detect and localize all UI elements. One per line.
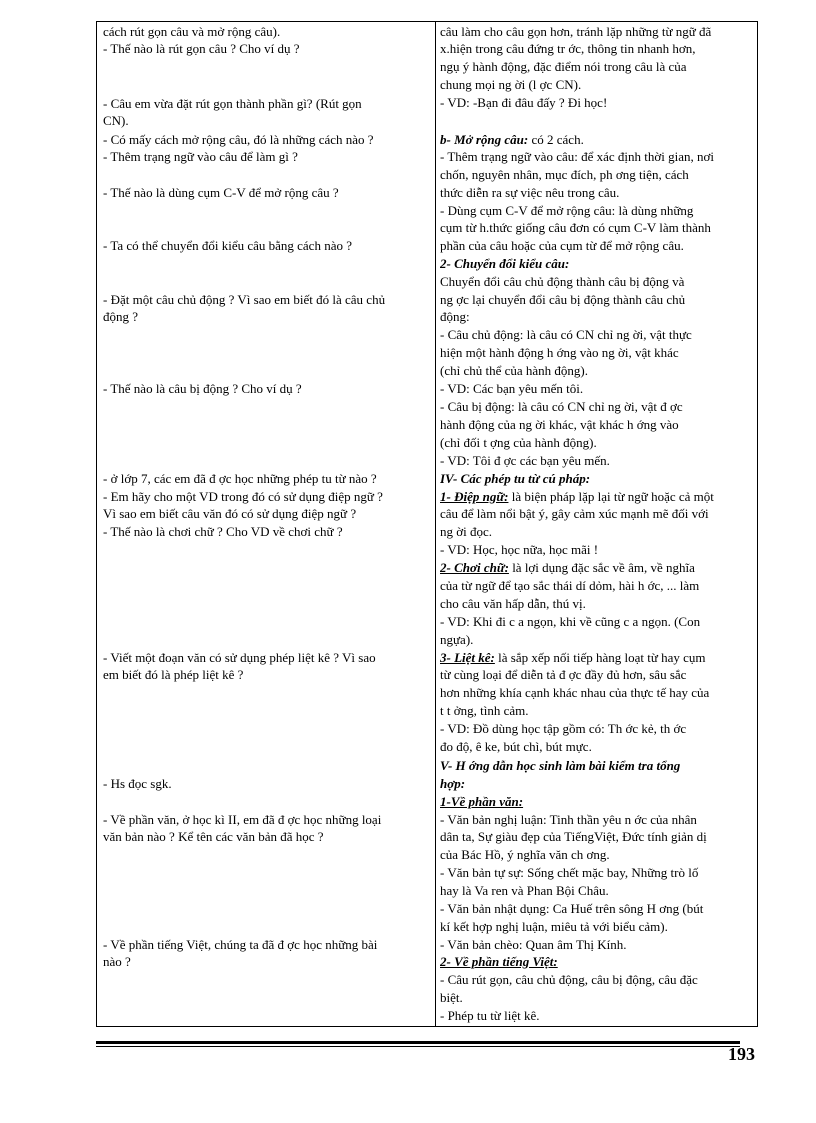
- answer-line: - VD: -Bạn đi đâu đấy ? Đi học!: [440, 95, 608, 110]
- answer-line: - Văn bản tự sự: Sống chết mặc bay, Những trò lố: [440, 865, 699, 880]
- answer-line: dân ta, Sự giàu đẹp của TiếngViệt, Đức tính giản dị: [440, 829, 707, 844]
- answer-line: hành động của ng ời khác, vật khác h ớng vào: [440, 417, 679, 432]
- question-line: - Về phần văn, ở học kì II, em đã đ ợc học những loại: [103, 812, 382, 827]
- answer-line: (chỉ đối t ợng của hành động).: [440, 435, 597, 450]
- answer-line: phần của câu hoặc của cụm từ để mở rộng câu.: [440, 238, 684, 253]
- answer-line: ng ời đọc.: [440, 524, 493, 539]
- section-heading: 1-Về phần văn:: [440, 794, 524, 809]
- answer-line: ngựa).: [440, 632, 474, 647]
- answer-line: x.hiện trong câu đứng tr ớc, thông tin nhanh hơn,: [440, 41, 696, 56]
- answer-line: ngụ ý hành động, đặc điểm nói trong câu là của: [440, 59, 687, 74]
- question-line: em biết đó là phép liệt kê ?: [103, 667, 244, 682]
- section-heading: 2- Chuyển đổi kiểu câu:: [440, 256, 570, 271]
- answer-line: hiện một hành động h ớng vào ng ời, vật khác: [440, 345, 679, 360]
- page-number: 193: [728, 1044, 755, 1064]
- answer-line: đo độ, ê ke, bút chì, bút mực.: [440, 739, 592, 754]
- answer-text: là lợi dụng đặc sắc về âm, về nghĩa: [508, 560, 695, 575]
- answer-line: - Thêm trạng ngữ vào câu: để xác định thời gian, nơi: [440, 149, 714, 164]
- answer-line: [440, 649, 750, 666]
- question-line: - Ta có thể chuyển đổi kiểu câu bằng cách nào ?: [103, 238, 352, 253]
- answer-line: chốn, nguyên nhân, mục đích, ph ơng tiện, cách: [440, 167, 689, 182]
- answer-line: chung mọi ng ời (l ợc CN).: [440, 77, 582, 92]
- question-line: - Câu em vừa đặt rút gọn thành phần gì? (Rút gọn: [103, 96, 362, 111]
- answer-text: là sắp xếp nối tiếp hàng loạt từ hay cụm: [494, 650, 706, 665]
- answer-line: câu làm cho câu gọn hơn, tránh lặp những từ ngữ đã: [440, 24, 712, 39]
- answer-line: từ cùng loại để diễn tả đ ợc đầy đủ hơn, sâu sắc: [440, 667, 687, 682]
- answer-line: - VD: Đồ dùng học tập gồm có: Th ớc kẻ, th ớc: [440, 721, 687, 736]
- section-heading: IV- Các phép tu từ cú pháp:: [440, 471, 591, 486]
- question-line: văn bản nào ? Kể tên các văn bản đã học ?: [103, 829, 324, 844]
- answer-line: cụm từ h.thức giống câu đơn có cụm C-V làm thành: [440, 220, 711, 235]
- answer-line: [440, 488, 750, 505]
- section-heading: V- H ớng dẫn học sinh làm bài kiểm tra tổng: [440, 758, 681, 773]
- question-line: - Viết một đoạn văn có sử dụng phép liệt kê ? Vì sao: [103, 650, 376, 665]
- answer-line: thức diễn ra sự việc nêu trong câu.: [440, 185, 620, 200]
- answer-line: hơn những khía cạnh khác nhau của thực tế hay của: [440, 685, 710, 700]
- answer-line: động:: [440, 309, 470, 324]
- question-line: cách rút gọn câu và mở rộng câu).: [103, 24, 281, 39]
- answer-line: kí kết hợp nghị luận, miêu tả với biểu cảm).: [440, 919, 668, 934]
- question-line: - ở lớp 7, các em đã đ ợc học những phép tu từ nào ?: [103, 471, 377, 486]
- answer-line: biệt.: [440, 990, 463, 1005]
- footer-rule-thick: [96, 1041, 740, 1044]
- answer-line: hay là Va ren và Phan Bội Châu.: [440, 883, 609, 898]
- answer-line: [440, 131, 750, 148]
- question-line: Vì sao em biết câu văn đó có sử dụng điệp ngữ ?: [103, 506, 357, 521]
- question-line: - Em hãy cho một VD trong đó có sử dụng điệp ngữ ?: [103, 489, 383, 504]
- answer-line: câu để làm nổi bật ý, gây cảm xúc mạnh mẽ đối với: [440, 506, 709, 521]
- question-line: - Đặt một câu chủ động ? Vì sao em biết đó là câu chủ: [103, 292, 386, 307]
- answer-line: - Văn bản chèo: Quan âm Thị Kính.: [440, 937, 627, 952]
- section-heading: 2- Chơi chữ:: [440, 560, 509, 575]
- section-heading: 3- Liệt kê:: [440, 650, 495, 665]
- answer-line: (chỉ chủ thể của hành động).: [440, 363, 589, 378]
- answer-line: - VD: Khi đi c a ngọn, khi về cũng c a ngọn. (Con: [440, 614, 701, 629]
- answer-line: - Câu rút gọn, câu chủ động, câu bị động, câu đặc: [440, 972, 698, 987]
- answer-line: - VD: Các bạn yêu mến tôi.: [440, 381, 584, 396]
- question-line: - Có mấy cách mở rộng câu, đó là những cách nào ?: [103, 132, 374, 147]
- answer-line: - Câu chủ động: là câu có CN chỉ ng ời, vật thực: [440, 327, 692, 342]
- question-line: - Thế nào là chơi chữ ? Cho VD về chơi chữ ?: [103, 524, 343, 539]
- answer-line: - Dùng cụm C-V để mở rộng câu: là dùng những: [440, 203, 694, 218]
- footer-rule-thin: [96, 1046, 740, 1047]
- answer-line: của Bác Hồ, ý nghĩa văn ch ơng.: [440, 847, 610, 862]
- section-heading: b- Mở rộng câu:: [440, 132, 529, 147]
- section-heading: 2- Về phần tiếng Việt:: [440, 954, 558, 969]
- answer-line: - Câu bị động: là câu có CN chỉ ng ời, vật đ ợc: [440, 399, 683, 414]
- question-line: nào ?: [103, 954, 131, 969]
- answer-line: ng ợc lại chuyển đổi câu bị động thành câu chủ: [440, 292, 686, 307]
- section-heading: 1- Điệp ngữ:: [440, 489, 509, 504]
- answer-text: là biện pháp lặp lại từ ngữ hoặc cả một: [508, 489, 714, 504]
- column-divider: [435, 22, 436, 1026]
- answer-line: - Phép tu từ liệt kê.: [440, 1008, 540, 1023]
- question-line: - Thế nào là rút gọn câu ? Cho ví dụ ?: [103, 41, 300, 56]
- lesson-table: [96, 21, 758, 1027]
- question-line: động ?: [103, 309, 139, 324]
- answer-line: t t ởng, tình cảm.: [440, 703, 529, 718]
- answer-line: - Văn bản nghị luận: Tinh thần yêu n ớc của nhân: [440, 812, 697, 827]
- answer-line: của từ ngữ để tạo sắc thái dí dỏm, hài h ớc, ... làm: [440, 578, 700, 593]
- question-line: - Thế nào là câu bị động ? Cho ví dụ ?: [103, 381, 302, 396]
- answer-line: Chuyển đổi câu chủ động thành câu bị động và: [440, 274, 685, 289]
- question-line: - Về phần tiếng Việt, chúng ta đã đ ợc học những bài: [103, 937, 378, 952]
- answer-line: - VD: Tôi đ ợc các bạn yêu mến.: [440, 453, 610, 468]
- answer-line: cho câu văn hấp dẫn, thú vị.: [440, 596, 586, 611]
- question-line: CN).: [103, 113, 129, 128]
- section-heading: hợp:: [440, 776, 466, 791]
- answer-text: có 2 cách.: [528, 132, 584, 147]
- answer-line: [440, 559, 750, 576]
- question-line: - Thêm trạng ngữ vào câu để làm gì ?: [103, 149, 298, 164]
- answer-line: - VD: Học, học nữa, học mãi !: [440, 542, 599, 557]
- question-line: - Hs đọc sgk.: [103, 776, 172, 791]
- question-line: - Thế nào là dùng cụm C-V để mở rộng câu ?: [103, 185, 339, 200]
- answer-line: - Văn bản nhật dụng: Ca Huế trên sông H ơng (bút: [440, 901, 704, 916]
